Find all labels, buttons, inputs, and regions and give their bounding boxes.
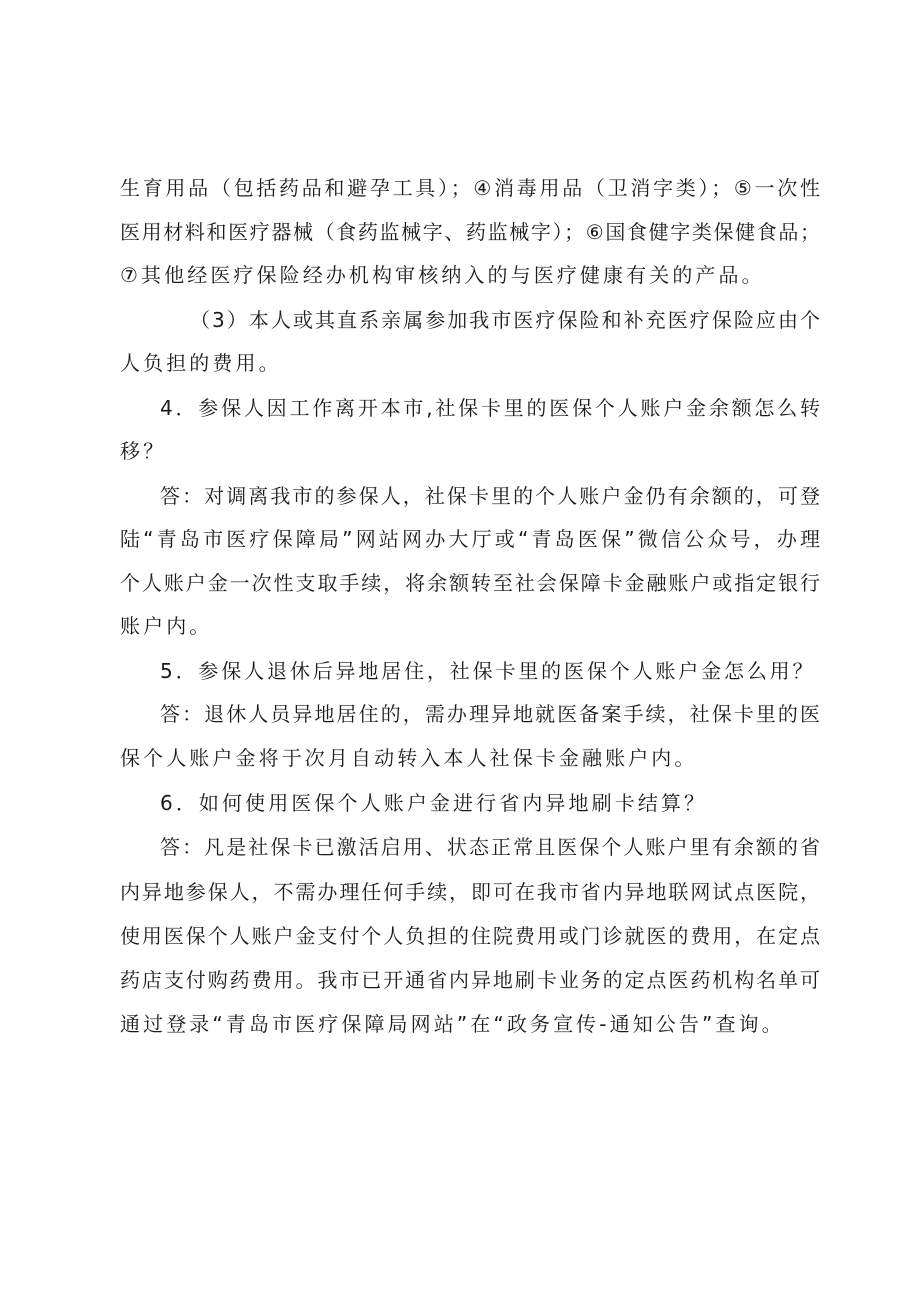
question-heading: 5．参保人退休后异地居住，社保卡里的医保个人账户金怎么用？ [160, 659, 816, 683]
body-line: 医用材料和医疗器械（食药监械字、药监械字）；⑥国食健字类保健食品； [120, 220, 820, 244]
answer-line: 答：凡是社保卡已激活启用、状态正常且医保个人账户里有余额的省 [160, 835, 820, 859]
question-heading: 4．参保人因工作离开本市,社保卡里的医保个人账户金余额怎么转 [160, 396, 820, 420]
answer-line: 药店支付购药费用。我市已开通省内异地刷卡业务的定点医药机构名单可 [120, 968, 820, 992]
answer-line: 通过登录“青岛市医疗保障局网站”在“政务宣传-通知公告”查询。 [120, 1012, 785, 1036]
body-line: ⑦其他经医疗保险经办机构审核纳入的与医疗健康有关的产品。 [120, 263, 765, 287]
answer-line: 个人账户金一次性支取手续，将余额转至社会保障卡金融账户或指定银行 [120, 571, 820, 595]
body-line: 人负担的费用。 [120, 351, 282, 375]
question-heading: 6．如何使用医保个人账户金进行省内异地刷卡结算？ [160, 791, 708, 815]
body-line: 生育用品（包括药品和避孕工具）；④消毒用品（卫消字类）；⑤一次性 [120, 176, 820, 200]
answer-line: 答：退休人员异地居住的，需办理异地就医备案手续，社保卡里的医 [160, 702, 820, 726]
answer-line: 内异地参保人，不需办理任何手续，即可在我市省内异地联网试点医院， [120, 880, 820, 904]
answer-line: 账户内。 [120, 614, 213, 638]
answer-line: 使用医保个人账户金支付个人负担的住院费用或门诊就医的费用，在定点 [120, 924, 820, 948]
answer-line: 陆“青岛市医疗保障局”网站网办大厅或“青岛医保”微信公众号，办理 [120, 527, 820, 551]
question-heading: 移？ [120, 439, 167, 463]
answer-line: 保个人账户金将于次月自动转入本人社保卡金融账户内。 [120, 746, 698, 770]
body-line: （3）本人或其直系亲属参加我市医疗保险和补充医疗保险应由个 [190, 308, 820, 332]
answer-line: 答：对调离我市的参保人，社保卡里的个人账户金仍有余额的，可登 [160, 484, 820, 508]
